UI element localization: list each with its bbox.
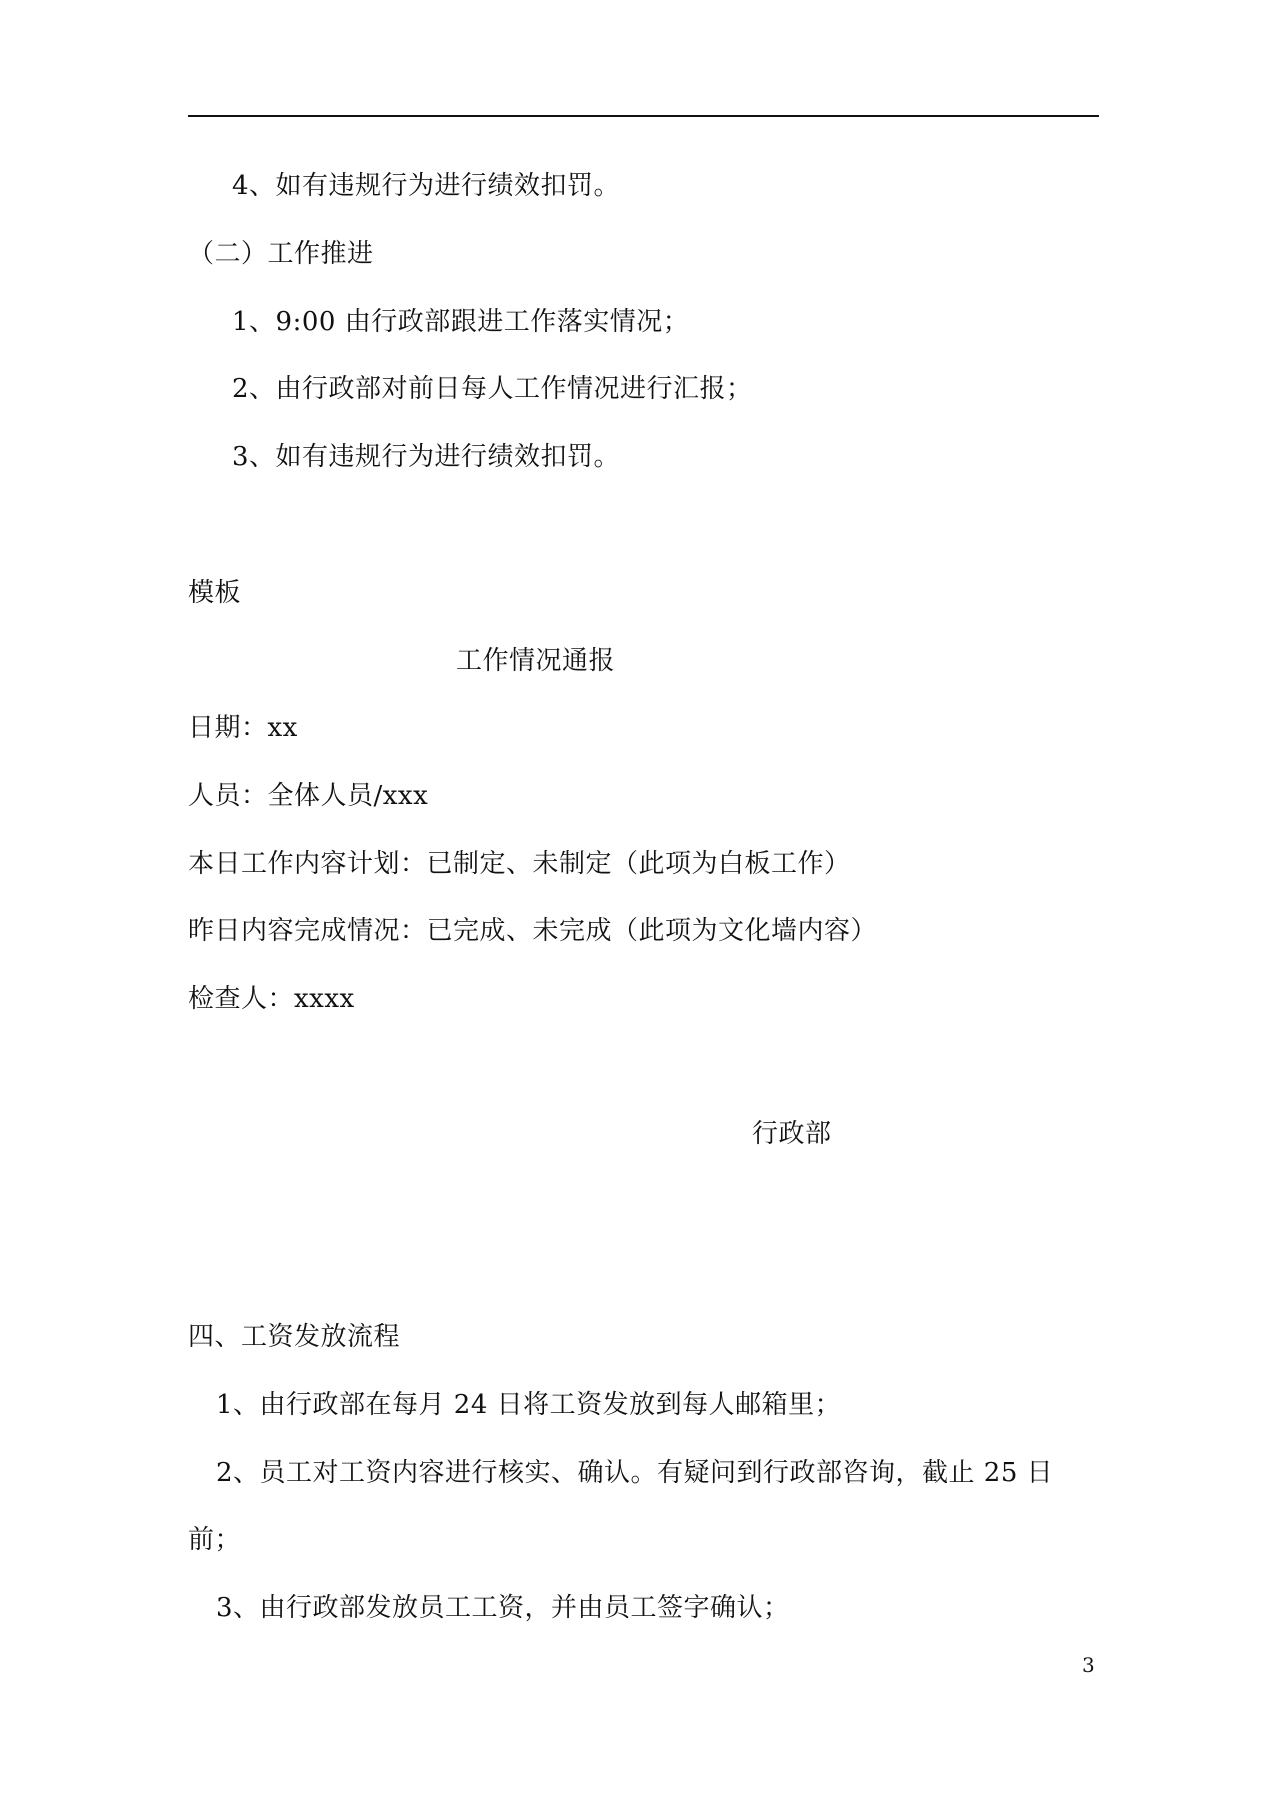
yesterday-done-line: 昨日内容完成情况：已完成、未完成（此项为文化墙内容） [188,916,878,946]
date-line: 日期：xx [188,713,298,743]
section-heading-work-progress: （二）工作推进 [188,239,374,269]
list-item-progress-1: 1、9:00 由行政部跟进工作落实情况； [232,307,690,337]
inspector-line: 检查人：xxxx [188,984,355,1014]
list-item-progress-2: 2、由行政部对前日每人工作情况进行汇报； [232,374,753,404]
template-title: 工作情况通报 [456,646,616,676]
signature-department: 行政部 [752,1119,832,1149]
list-item-performance-penalty: 4、如有违规行为进行绩效扣罚。 [232,171,621,201]
list-item-salary-3: 3、由行政部发放员工工资，并由员工签字确认； [216,1593,790,1623]
list-item-progress-3: 3、如有违规行为进行绩效扣罚。 [232,442,621,472]
today-plan-line: 本日工作内容计划：已制定、未制定（此项为白板工作） [188,849,851,879]
template-label: 模板 [188,578,242,608]
section-heading-salary-process: 四、工资发放流程 [188,1322,401,1352]
list-item-salary-2: 2、员工对工资内容进行核实、确认。有疑问到行政部咨询，截止 25 日 [216,1458,1054,1488]
page-number: 3 [1082,1653,1095,1677]
header-rule [188,115,1099,117]
list-item-salary-1: 1、由行政部在每月 24 日将工资发放到每人邮箱里； [216,1390,842,1420]
list-item-salary-2-continued: 前； [188,1525,242,1555]
staff-line: 人员：全体人员/xxx [188,781,429,811]
